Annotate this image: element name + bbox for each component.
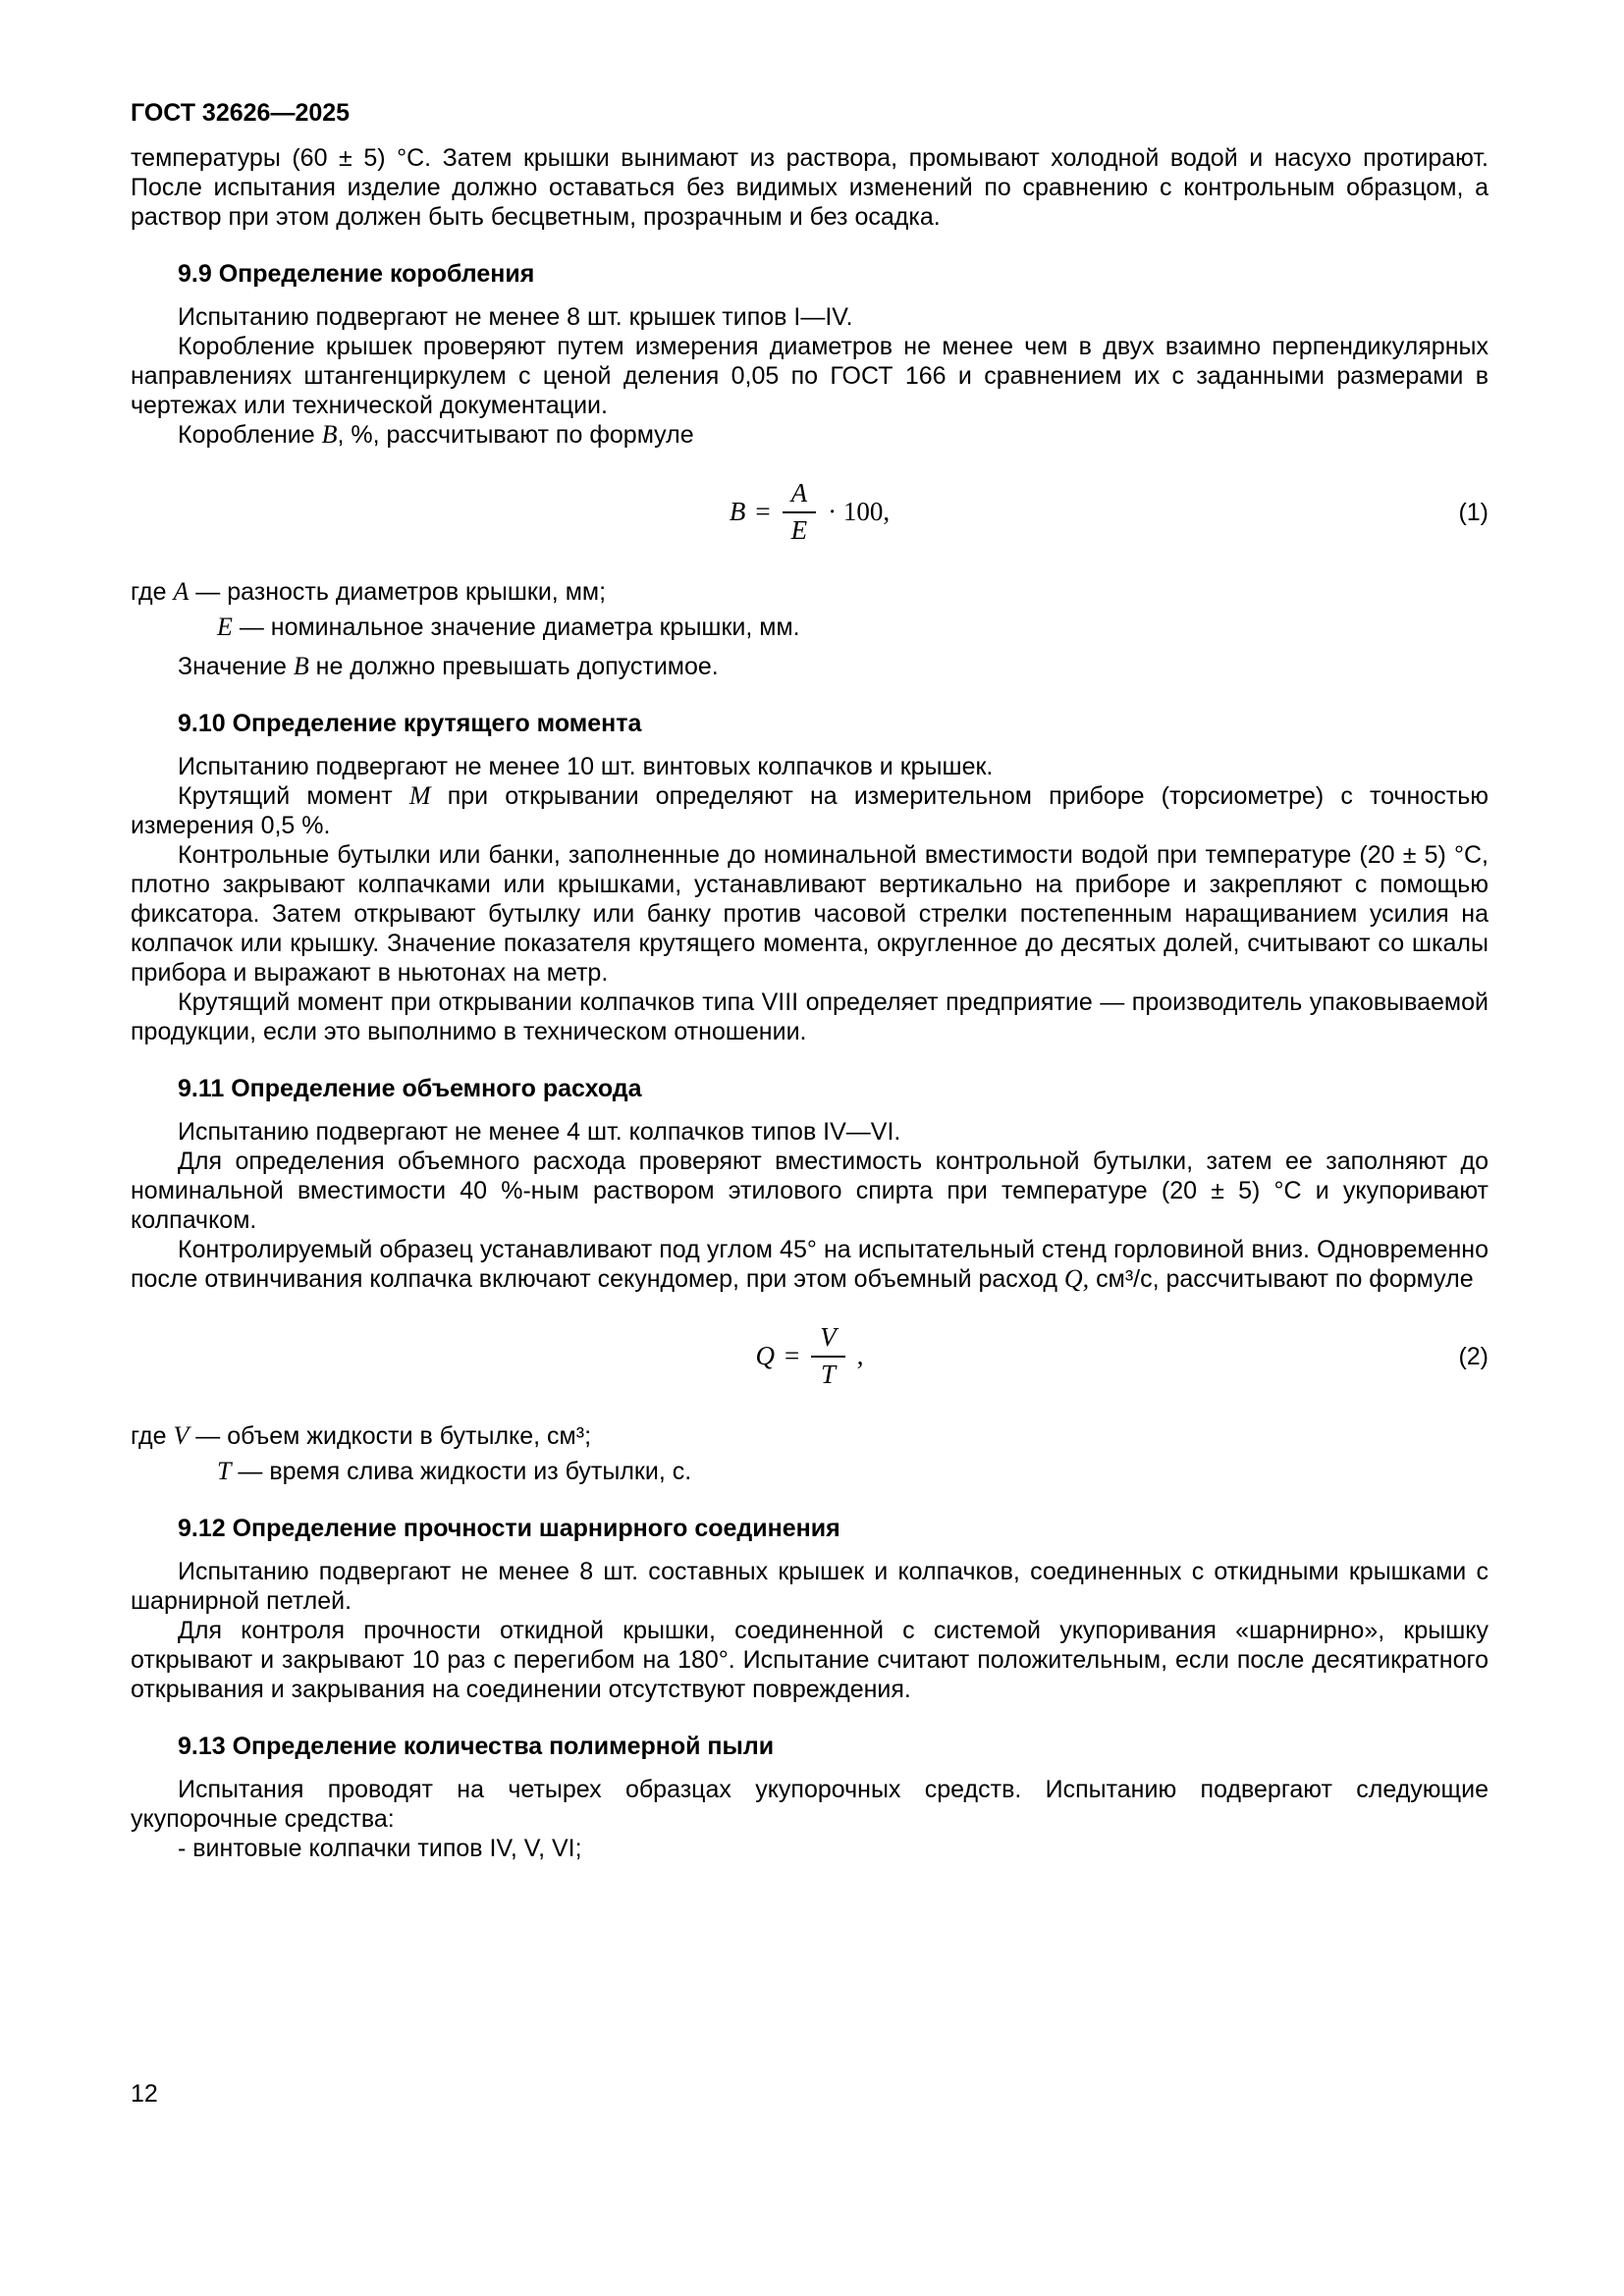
variable-B: B [293, 652, 309, 680]
page-number: 12 [131, 2080, 158, 2108]
fraction-numerator: A [790, 478, 808, 508]
formula-lhs: Q [755, 1341, 775, 1371]
variable-A: A [173, 577, 189, 606]
paragraph: Для определения объемного расхода проверяют вместимость контрольной бутылки, затем ее заполняют до номинальной вместимости 40 %-ным раствором этилового спирта при температуре (20 ± 5) °С и укупоривают колпачком. [131, 1148, 1489, 1234]
section-heading-9-12: 9.12 Определение прочности шарнирного соединения [178, 1515, 840, 1542]
paragraph: Коробление B, %, рассчитывают по формуле [178, 420, 694, 449]
formula-1-row [131, 471, 1489, 554]
paragraph: Коробление крышек проверяют путем измерения диаметров не менее чем в двух взаимно перпендикулярных направлениях штангенциркулем с ценой деления 0,05 по ГОСТ 166 и сравнением их с заданными размерами в чертежах или технической документации. [131, 333, 1489, 419]
definition-list [131, 1421, 1489, 1486]
definition-list [131, 577, 1489, 642]
variable-M: M [408, 781, 431, 810]
paragraph: Контролируемый образец устанавливают под углом 45° на испытательный стенд горловиной вниз. Одновременно после отвинчивания колпачка включают секундомер, при этом объемный расход Q, см³/с, рассчитывают по формуле [131, 1236, 1489, 1293]
fraction-denominator: E [783, 511, 817, 546]
paragraph: Контрольные бутылки или банки, заполненные до номинальной вместимости водой при температуре (20 ± 5) °С, плотно закрывают колпачками или крышками, устанавливают вертикально на приборе и закрепляют с помощью фиксатора. Затем открывают бутылку или банку против часовой стрелки постепенным наращиванием усилия на колпачок или крышку. Значение показателя крутящего момента, округленное до десятых долей, считывают со шкалы прибора и выражают в ньютонах на метр. [131, 841, 1489, 987]
paragraph: Значение B не должно превышать допустимое. [178, 652, 719, 680]
definition-line: где V — объем жидкости в бутылке, см³; [131, 1421, 592, 1450]
document-content [131, 98, 1489, 1863]
formula-rhs: · 100, [828, 497, 891, 527]
section-heading-9-13: 9.13 Определение количества полимерной пыли [178, 1733, 775, 1760]
equals-sign: = [755, 497, 771, 527]
paragraph: Для контроля прочности откидной крышки, соединенной с системой укупоривания «шарнирно», крышку открывают и закрывают 10 раз с перегибом на 180°. Испытание считают положительным, если после десятикратного открывания и закрывания на соединении отсутствуют повреждения. [131, 1617, 1489, 1703]
paragraph: Крутящий момент M при открывании определяют на измерительном приборе (торсиометре) с точностью измерения 0,5 %. [131, 781, 1489, 839]
definition-line: T — время слива жидкости из бутылки, с. [217, 1457, 692, 1485]
variable-B: B [321, 420, 338, 449]
equals-sign: = [785, 1341, 800, 1371]
definition-line: E — номинальное значение диаметра крышки, мм. [217, 613, 800, 641]
paragraph: Испытания проводят на четырех образцах укупорочных средств. Испытанию подвергают следующие укупорочные средства: [131, 1776, 1489, 1833]
section-heading-9-11: 9.11 Определение объемного расхода [178, 1075, 642, 1102]
section-heading-9-9: 9.9 Определение коробления [178, 260, 535, 288]
paragraph: Испытанию подвергают не менее 8 шт. составных крышек и колпачков, соединенных с откидными крышками с шарнирной петлей. [131, 1558, 1489, 1615]
equation-number-2: (2) [1458, 1343, 1489, 1370]
variable-E: E [217, 613, 233, 641]
formula-1 [730, 479, 890, 545]
paragraph-continuation: температуры (60 ± 5) °С. Затем крышки вынимают из раствора, промывают холодной водой и насухо протирают. После испытания изделие должно оставаться без видимых изменений по сравнению с контрольным образцом, а раствор при этом должен быть бесцветным, прозрачным и без осадка. [131, 144, 1489, 231]
paragraph: Испытанию подвергают не менее 10 шт. винтовых колпачков и крышек. [178, 753, 994, 780]
paragraph: Крутящий момент при открывании колпачков типа VIII определяет предприятие — производитель упаковываемой продукции, если это выполнимо в техническом отношении. [131, 988, 1489, 1045]
section-heading-9-10: 9.10 Определение крутящего момента [178, 710, 642, 737]
formula-2-row [131, 1315, 1489, 1398]
formula-2 [756, 1323, 864, 1389]
document-code: ГОСТ 32626—2025 [131, 99, 351, 127]
equation-number-1: (1) [1458, 499, 1489, 526]
fraction-denominator: T [811, 1356, 845, 1390]
fraction-numerator: V [820, 1322, 837, 1353]
formula-lhs: B [729, 497, 746, 527]
variable-T: T [217, 1457, 232, 1485]
variable-V: V [173, 1421, 189, 1450]
definition-line: где A — разность диаметров крышки, мм; [131, 577, 607, 606]
variable-Q: Q, [1063, 1264, 1090, 1293]
fraction [783, 479, 817, 545]
paragraph: Испытанию подвергают не менее 8 шт. крышек типов I—IV. [178, 303, 853, 331]
list-item: - винтовые колпачки типов IV, V, VI; [178, 1835, 582, 1862]
paragraph: Испытанию подвергают не менее 4 шт. колпачков типов IV—VI. [178, 1118, 901, 1146]
formula-rhs: , [856, 1341, 864, 1371]
fraction [811, 1323, 845, 1389]
